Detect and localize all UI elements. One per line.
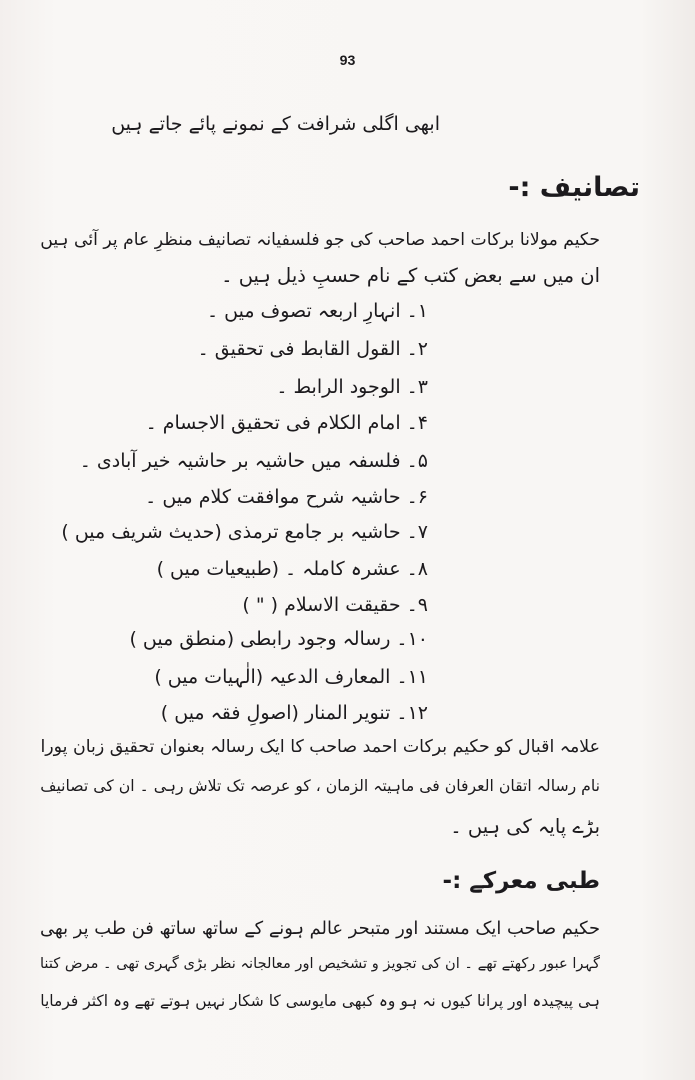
list-item: ۹۔ حقیقت الاسلام ( " ): [242, 594, 428, 616]
list-item: ۶۔ حاشیہ شرح موافقت کلام میں ۔: [145, 486, 428, 508]
list-item: ۷۔ حاشیہ بر جامع ترمذی (حدیث شریف میں ): [61, 521, 428, 543]
list-item: ۴۔ امام الکلام فی تحقیق الاجسام ۔: [145, 412, 428, 434]
closing-line-3: بڑے پایہ کی ہیں ۔: [450, 815, 600, 838]
body-line-1: حکیم صاحب ایک مستند اور متبحر عالم ہونے کے ساتھ ساتھ فن طب پر بھی: [40, 918, 600, 939]
list-item: ۱۲۔ تنویر المنار (اصولِ فقہ میں ): [160, 702, 428, 724]
closing-line-1: علامہ اقبال کو حکیم برکات احمد صاحب کا ایک رسالہ بعنوان تحقیق زبان پورا: [40, 737, 600, 757]
list-item: ۱۔ انہارِ اربعہ تصوف میں ۔: [206, 300, 428, 322]
intro-line-2: ان میں سے بعض کتب کے نام حسبِ ذیل ہیں ۔: [221, 264, 600, 287]
list-item: ۱۰۔ رسالہ وجود رابطی (منطق میں ): [129, 628, 428, 650]
list-item: ۳۔ الوجود الرابط ۔: [276, 376, 428, 398]
body-line-3: ہی پیچیدہ اور پرانا کیوں نہ ہو وہ کبھی مایوسی کا شکار نہیں ہوتے تھے وہ اکثر فرمایا: [40, 992, 600, 1010]
section-heading-tasaneef: تصانیف :-: [508, 172, 640, 203]
list-item: ۲۔ القول القابط فی تحقیق ۔: [197, 338, 428, 360]
list-item: ۸۔ عشرہ کاملہ ۔ (طبیعیات میں ): [156, 558, 428, 580]
header-line: ابھی اگلی شرافت کے نمونے پائے جاتے ہیں: [111, 113, 440, 135]
list-item: ۵۔ فلسفہ میں حاشیہ بر حاشیہ خیر آبادی ۔: [79, 450, 428, 472]
intro-line-1: حکیم مولانا برکات احمد صاحب کی جو فلسفیانہ تصانیف منظرِ عام پر آئی ہیں: [40, 230, 600, 250]
closing-line-2: نام رسالہ اتقان العرفان فی ماہیتہ الزمان ، کو عرصہ تک تلاش رہی ۔ ان کی تصانیف: [40, 776, 600, 795]
section-heading-tibbi: طبی معرکے :-: [442, 868, 600, 894]
body-line-2: گہرا عبور رکھتے تھے ۔ ان کی تجویز و تشخیص اور معالجانہ نظر بڑی گہری تھی ۔ مرض کتنا: [39, 955, 600, 972]
page-number: 93: [339, 52, 356, 68]
list-item: ۱۱۔ المعارف الدعیہ (الٰہیات میں ): [154, 666, 428, 688]
